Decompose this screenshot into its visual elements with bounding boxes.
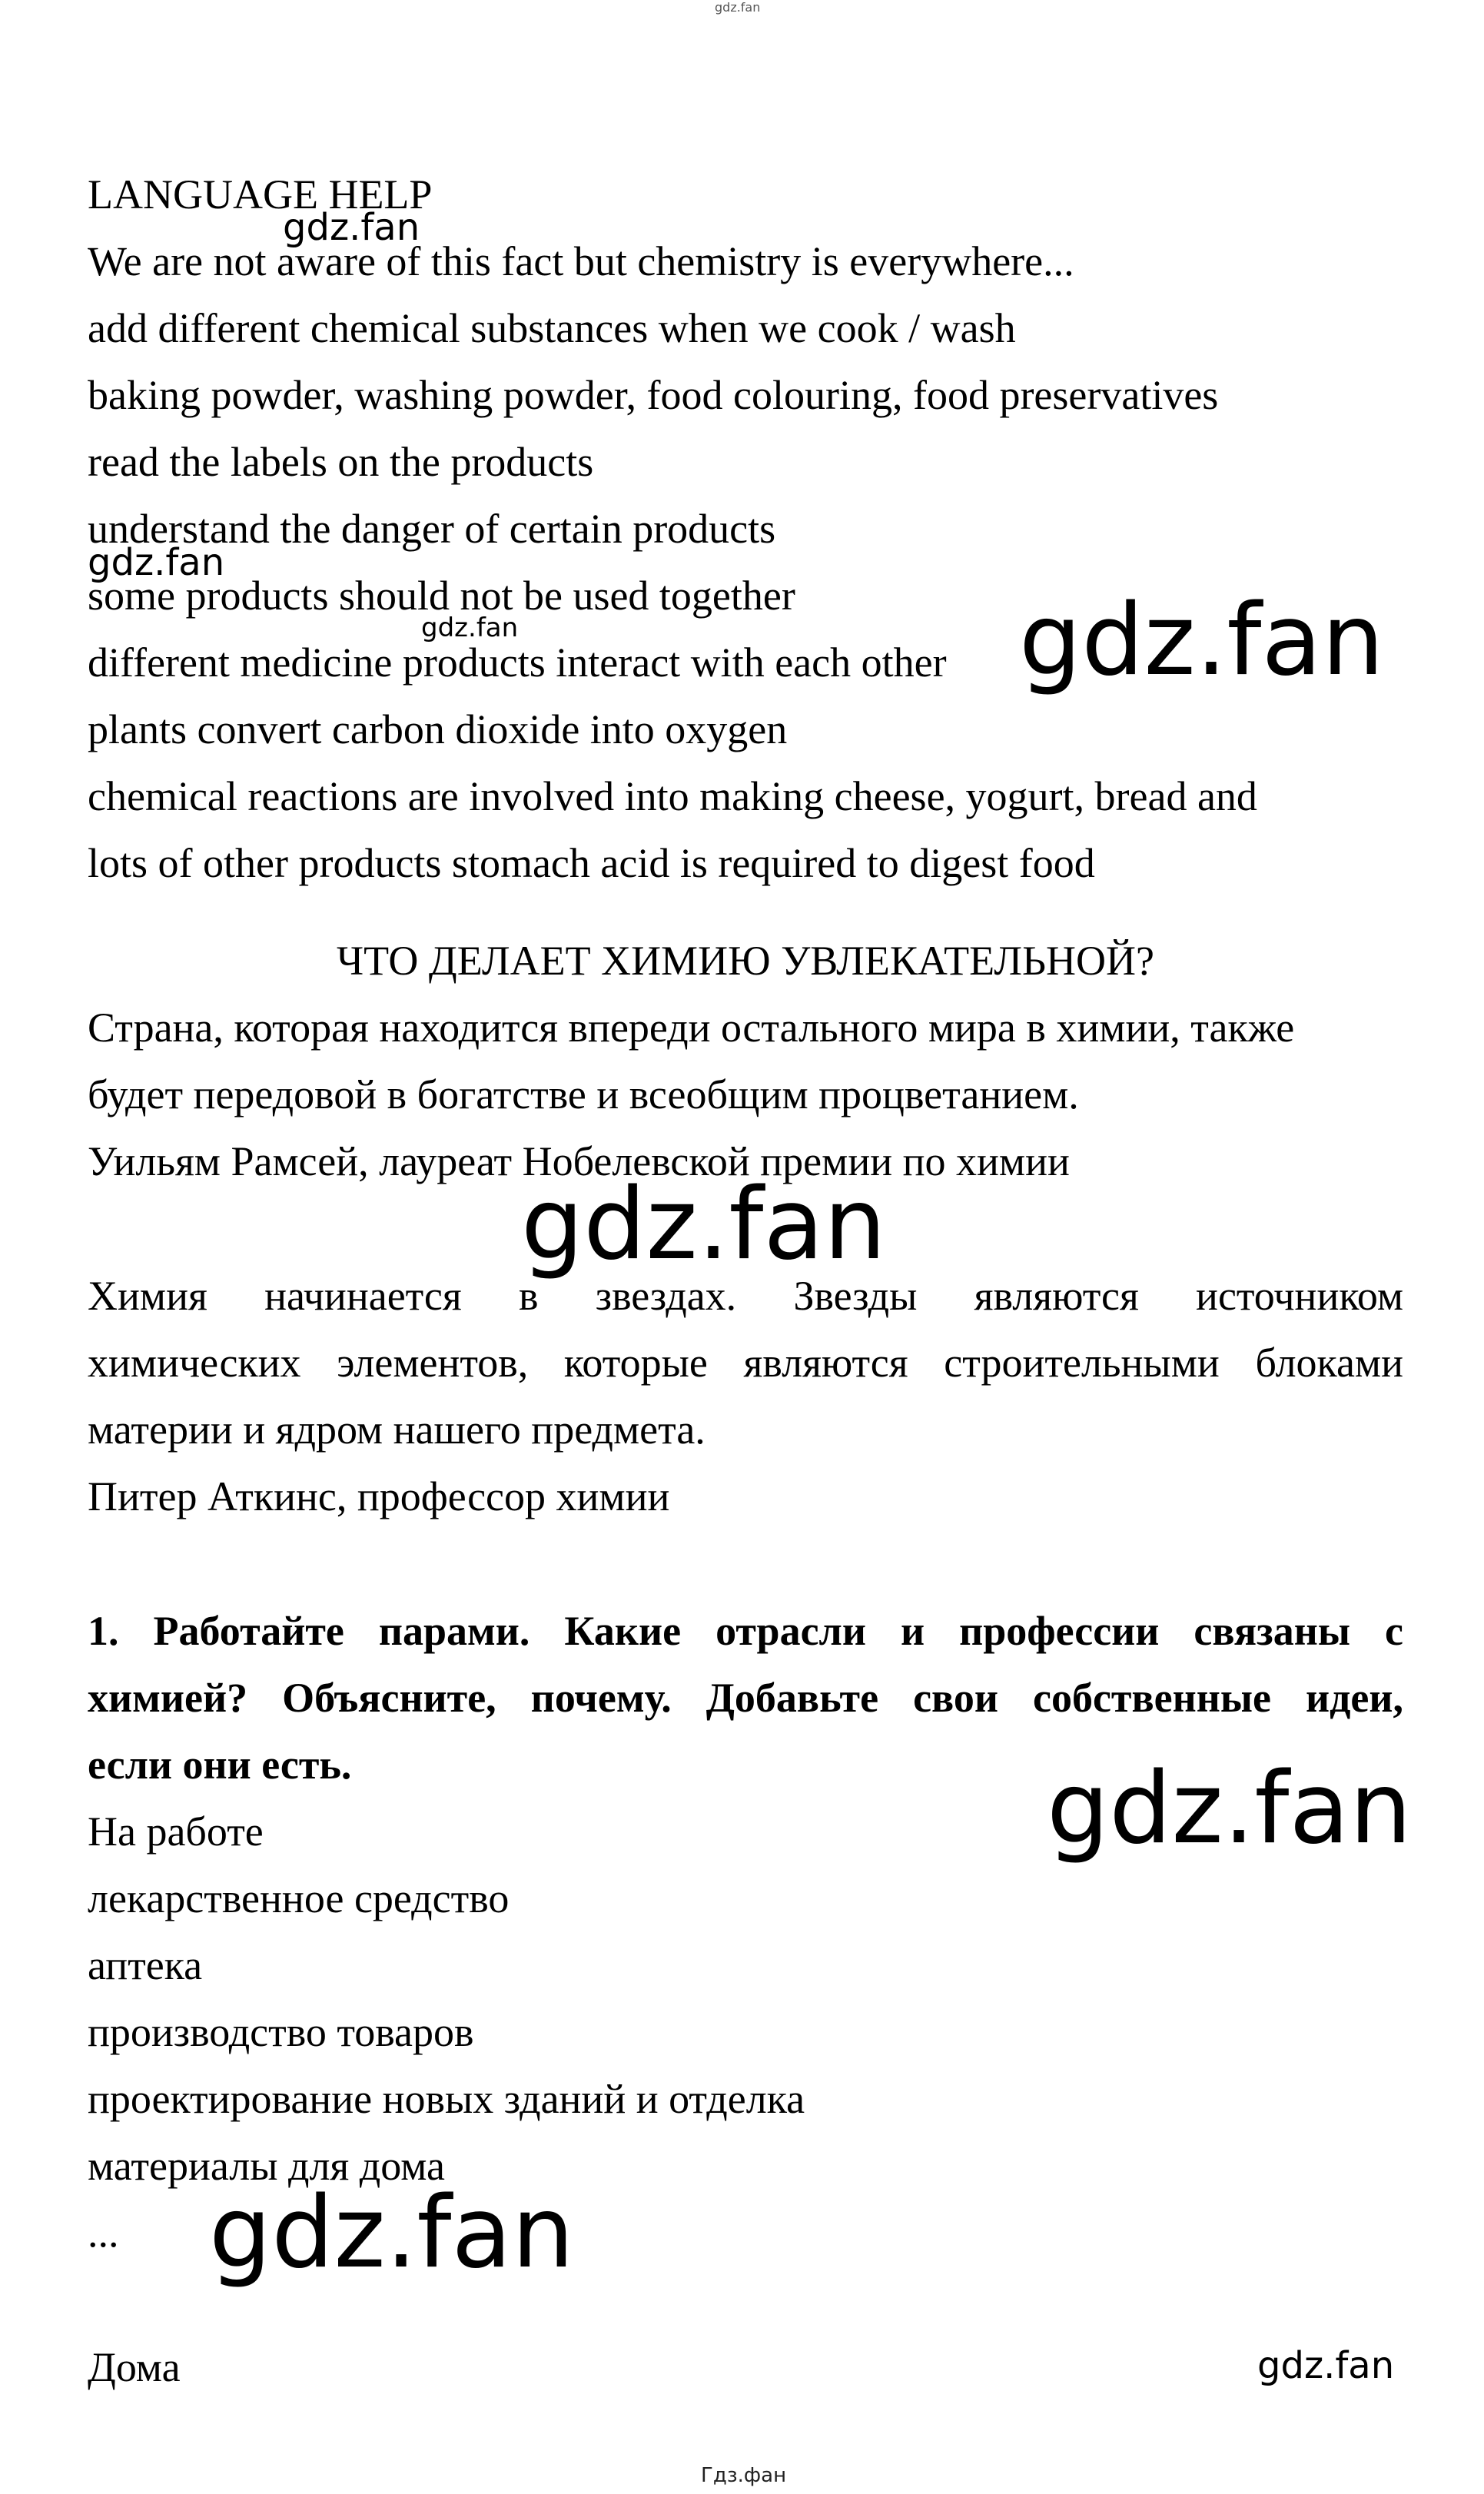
- watermark-footer: Гдз.фан: [701, 2464, 787, 2487]
- quote-author: Питер Аткинс, профессор химии: [88, 1473, 670, 1519]
- at-work-item: лекарственное средство: [88, 1875, 510, 1921]
- task-line: 1. Работайте парами. Какие отрасли и профессии связаны с: [88, 1608, 1403, 1654]
- quote-line: материи и ядром нашего предмета.: [88, 1406, 705, 1453]
- at-home-heading: Дома: [88, 2344, 181, 2390]
- watermark-small: gdz.fan: [421, 613, 519, 643]
- quote-line: Химия начинается в звездах. Звезды являются источником: [88, 1273, 1403, 1319]
- watermark-top: gdz.fan: [715, 0, 761, 15]
- at-work-item: проектирование новых зданий и отделка: [88, 2076, 805, 2122]
- language-help-line: lots of other products stomach acid is required to digest food: [88, 840, 1095, 886]
- language-help-line: add different chemical substances when we cook / wash: [88, 305, 1016, 351]
- language-help-line: baking powder, washing powder, food colouring, food preservatives: [88, 372, 1219, 418]
- watermark-large: gdz.fan: [1019, 583, 1384, 698]
- language-help-line: chemical reactions are involved into making cheese, yogurt, bread and: [88, 773, 1257, 819]
- quote-line: будет передовой в богатстве и всеобщим процветанием.: [88, 1071, 1079, 1117]
- quote-line: химических элементов, которые являются строительными блоками: [88, 1340, 1403, 1386]
- quote-line: Страна, которая находится впереди остального мира в химии, также: [88, 1005, 1295, 1051]
- language-help-line: some products should not be used together: [88, 573, 795, 619]
- language-help-line: We are not aware of this fact but chemistry is everywhere...: [88, 238, 1074, 284]
- at-work-heading: На работе: [88, 1808, 264, 1855]
- spacer: [88, 1530, 1403, 1598]
- watermark-small: gdz.fan: [283, 206, 420, 249]
- language-help-line: different medicine products interact with each other: [88, 639, 947, 686]
- watermark-small: gdz.fan: [1257, 2344, 1395, 2387]
- language-help-line: understand the danger of certain products: [88, 506, 776, 552]
- watermark-small: gdz.fan: [88, 541, 225, 584]
- task-line: если они есть.: [88, 1742, 352, 1788]
- spacer: [88, 897, 1403, 928]
- at-work-item: ...: [88, 2210, 119, 2256]
- language-help-line: read the labels on the products: [88, 439, 594, 485]
- quote-paragraph: [88, 1263, 1403, 1463]
- section-title: ЧТО ДЕЛАЕТ ХИМИЮ УВЛЕКАТЕЛЬНОЙ?: [337, 938, 1154, 984]
- task-line: химией? Объясните, почему. Добавьте свои собственные идеи,: [88, 1675, 1403, 1721]
- language-help-line: plants convert carbon dioxide into oxygen: [88, 706, 788, 752]
- at-work-item: материалы для дома: [88, 2143, 445, 2189]
- watermark-large: gdz.fan: [521, 1167, 886, 1282]
- at-work-item: аптека: [88, 1942, 203, 1988]
- watermark-large: gdz.fan: [1047, 1752, 1412, 1866]
- at-work-item: производство товаров: [88, 2009, 474, 2055]
- quote-author: Уильям Рамсей, лауреат Нобелевской премии по химии: [88, 1138, 1070, 1184]
- language-help-heading: LANGUAGE HELP: [88, 171, 433, 218]
- watermark-large: gdz.fan: [209, 2176, 574, 2290]
